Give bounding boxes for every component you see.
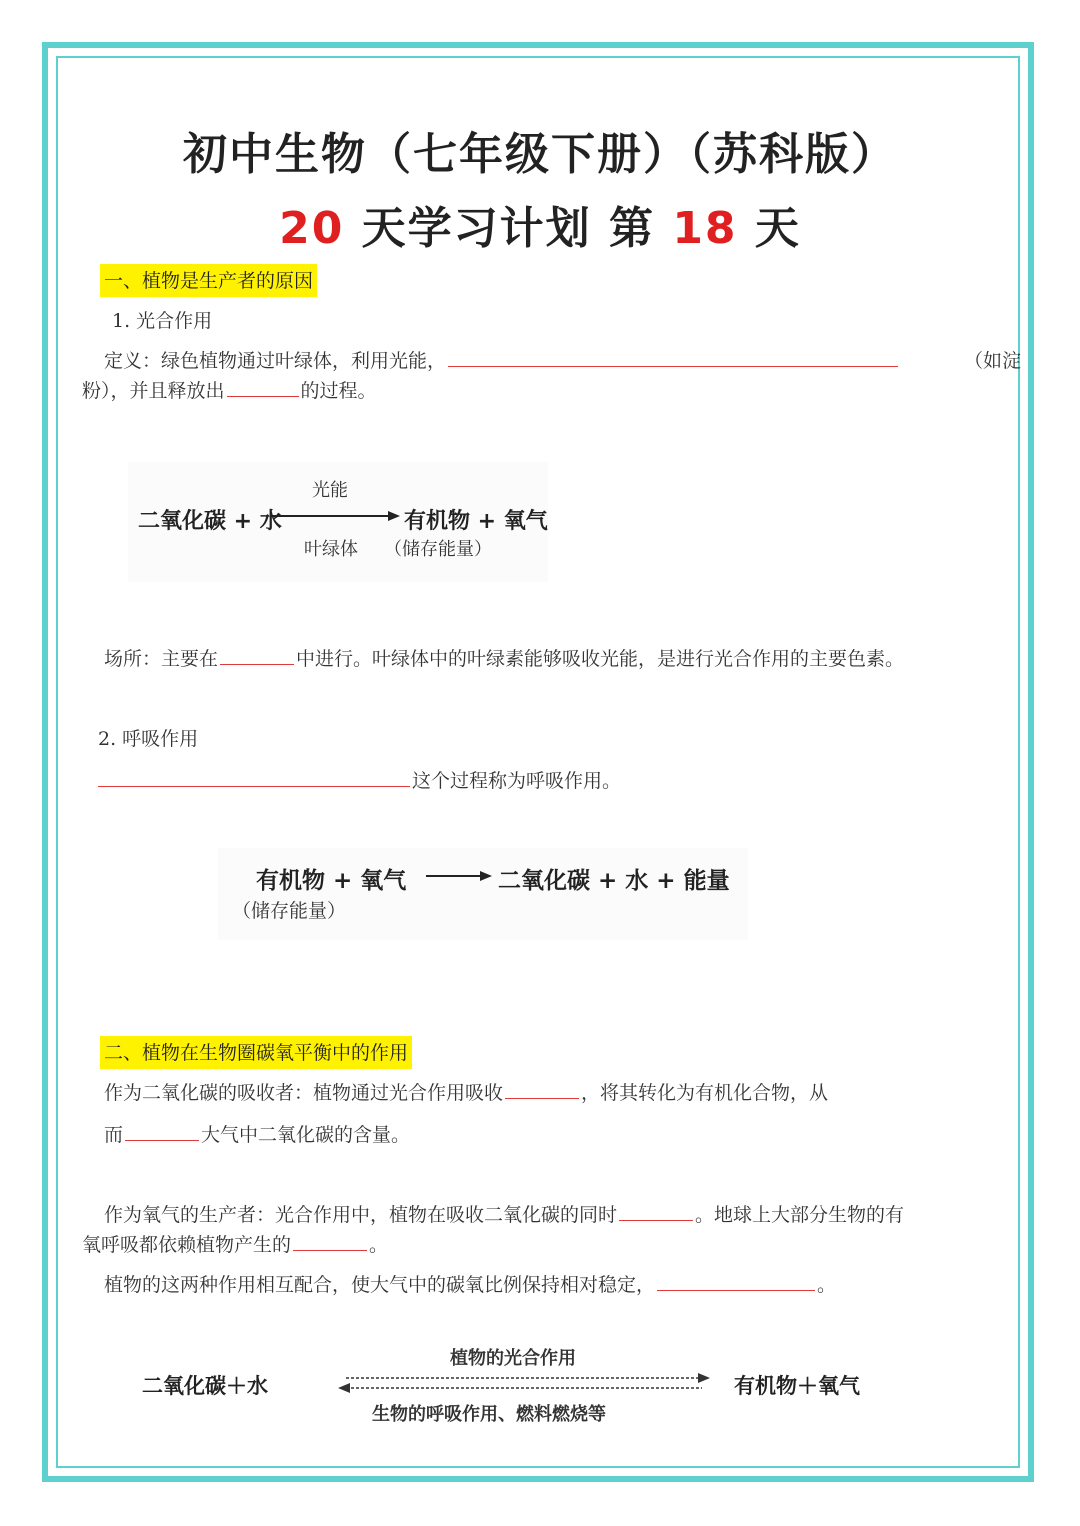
definition-text-d: 的过程。 (300, 380, 377, 402)
o2-blank-2[interactable] (293, 1234, 367, 1251)
definition-text-c: 粉），并且释放出 (82, 380, 225, 402)
photo-eq-products: 有机物 + 氧气 (404, 509, 548, 534)
balance-blank[interactable] (657, 1274, 815, 1291)
day-number: 18 (672, 203, 738, 254)
respiration-line (98, 766, 621, 793)
definition-line1 (104, 346, 900, 373)
respiration-subheading: 2. 呼吸作用 (98, 728, 199, 750)
photo-eq-energy-note: （储存能量） (384, 539, 492, 560)
cycle-left-term: 二氧化碳＋水 (142, 1374, 268, 1398)
o2-text-c: 氧呼吸都依赖植物产生的 (82, 1234, 292, 1256)
co2-text-c: 而 (104, 1124, 124, 1146)
photosynthesis-subheading: 1. 光合作用 (112, 310, 213, 332)
respiration-text: 这个过程称为呼吸作用。 (412, 770, 622, 792)
definition-line2 (82, 376, 377, 403)
photo-eq-reactants: 二氧化碳 + 水 (138, 509, 282, 534)
resp-eq-arrow (424, 866, 494, 886)
page-subtitle (0, 192, 1080, 256)
definition-blank-1[interactable] (448, 350, 898, 367)
cycle-right-term: 有机物＋氧气 (734, 1374, 860, 1398)
co2-blank-1[interactable] (505, 1082, 579, 1099)
oxygen-producer-line1 (104, 1200, 904, 1227)
o2-text-b: 。地球上大部分生物的有 (695, 1204, 905, 1226)
oxygen-producer-line2 (82, 1230, 388, 1257)
o2-text-a: 作为氧气的生产者：光合作用中，植物在吸收二氧化碳的同时 (104, 1204, 618, 1226)
cycle-label-bottom: 生物的呼吸作用、燃料燃烧等 (372, 1404, 606, 1425)
balance-text-b: 。 (817, 1274, 837, 1296)
photo-eq-condition-bottom: 叶绿体 (304, 539, 358, 560)
resp-eq-products: 二氧化碳 + 水 + 能量 (498, 868, 730, 894)
o2-blank-1[interactable] (619, 1204, 693, 1221)
definition-blank-2[interactable] (227, 380, 299, 397)
cycle-arrows (334, 1370, 714, 1396)
resp-eq-energy-note: （储存能量） (232, 900, 347, 922)
co2-text-a: 作为二氧化碳的吸收者：植物通过光合作用吸收 (104, 1082, 504, 1104)
place-line (104, 644, 904, 671)
co2-blank-2[interactable] (125, 1124, 199, 1141)
respiration-blank[interactable] (98, 770, 410, 787)
subtitle-mid: 天学习计划 第 (344, 203, 673, 254)
cycle-label-top: 植物的光合作用 (450, 1348, 576, 1369)
definition-text-a: 定义：绿色植物通过叶绿体，利用光能， (104, 350, 447, 372)
resp-eq-reactants: 有机物 + 氧气 (256, 868, 407, 894)
o2-text-d: 。 (369, 1234, 389, 1256)
place-blank[interactable] (220, 648, 294, 665)
photo-eq-arrow (268, 506, 402, 526)
definition-text-b: （如淀 (964, 350, 1022, 372)
plan-days: 20 (279, 203, 345, 254)
balance-text-a: 植物的这两种作用相互配合，使大气中的碳氧比例保持相对稳定， (104, 1274, 656, 1296)
subtitle-end: 天 (737, 203, 801, 254)
co2-text-b: ，将其转化为有机化合物，从 (581, 1082, 829, 1104)
co2-text-d: 大气中二氧化碳的含量。 (201, 1124, 411, 1146)
section1-heading: 一、植物是生产者的原因 (100, 264, 317, 297)
section2-heading: 二、植物在生物圈碳氧平衡中的作用 (100, 1036, 412, 1069)
place-text-a: 场所：主要在 (104, 648, 219, 670)
co2-absorber-line1 (104, 1078, 828, 1105)
page-title: 初中生物（七年级下册）（苏科版） (183, 129, 897, 180)
balance-line (104, 1270, 836, 1297)
photo-eq-condition-top: 光能 (312, 480, 348, 501)
place-text-b: 中进行。叶绿体中的叶绿素能够吸收光能，是进行光合作用的主要色素。 (296, 648, 905, 670)
co2-absorber-line2 (104, 1120, 410, 1147)
